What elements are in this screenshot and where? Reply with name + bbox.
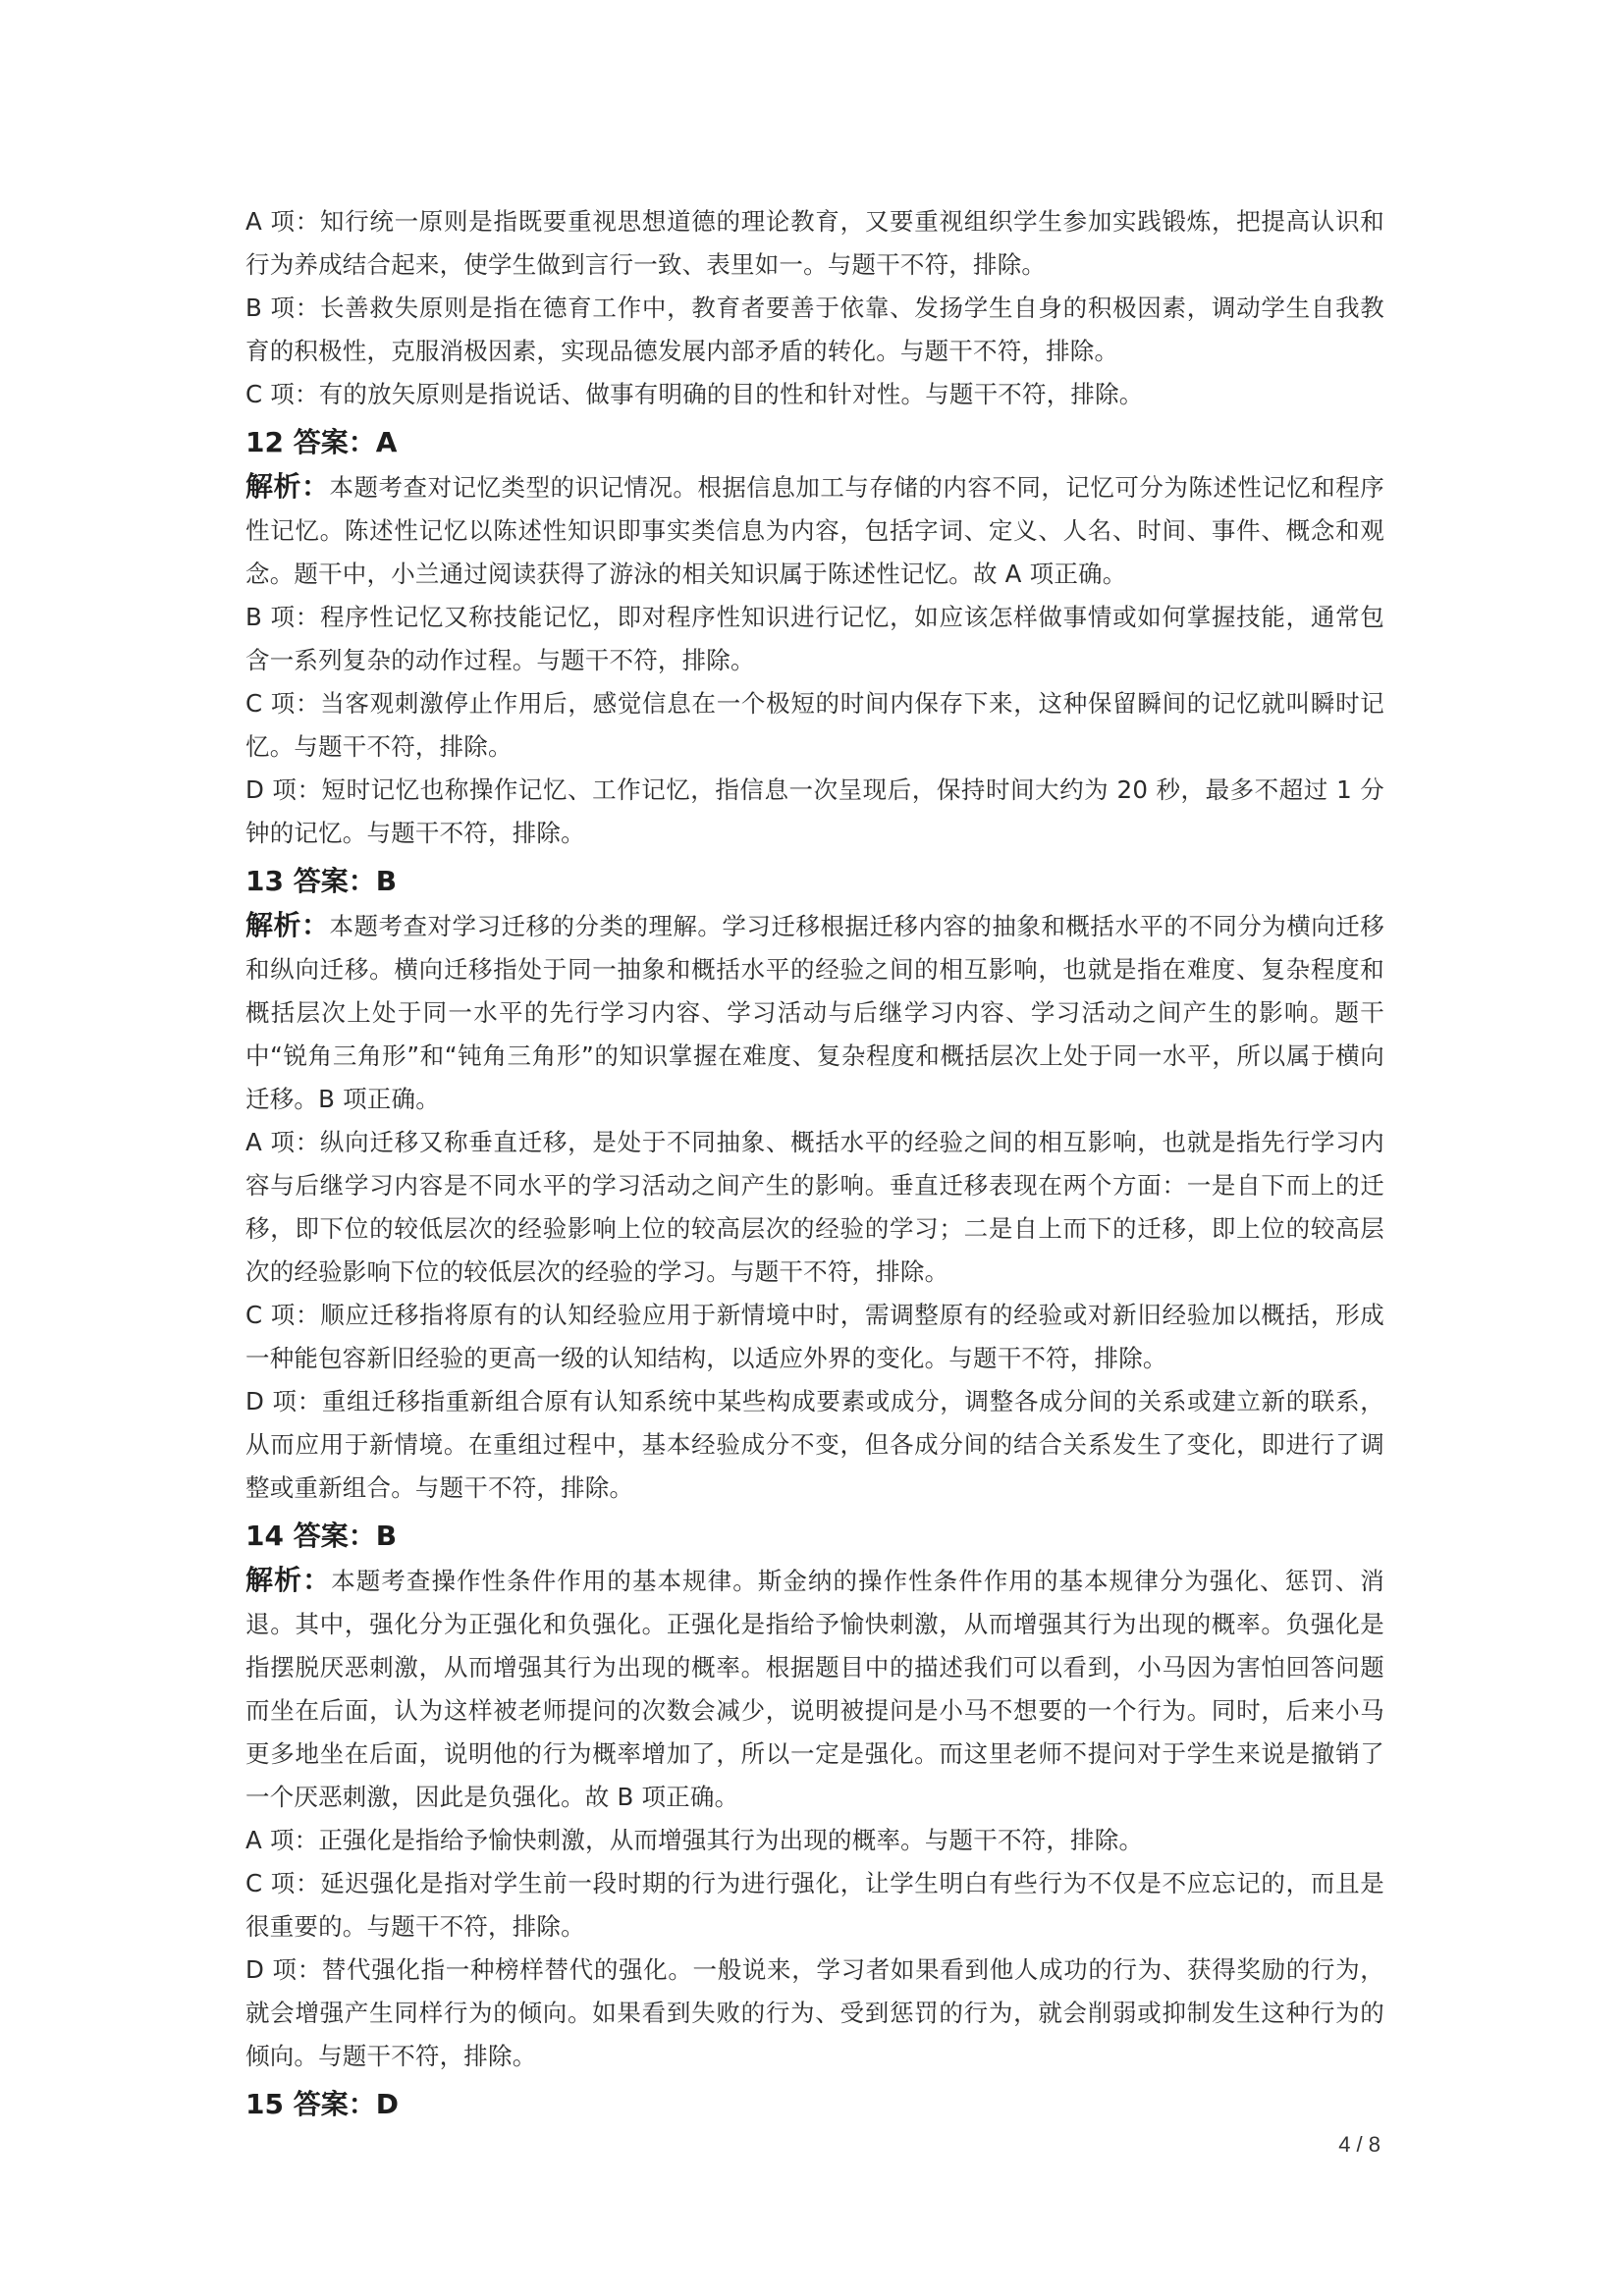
option-a-text: A 项：正强化是指给予愉快刺激，从而增强其行为出现的概率。与题干不符，排除。 bbox=[245, 1826, 1144, 1854]
answer-heading: 13 答案：B bbox=[245, 865, 398, 897]
analysis-label: 解析： bbox=[245, 470, 330, 503]
option-c-text: C 项：当客观刺激停止作用后，感觉信息在一个极短的时间内保存下来，这种保留瞬间的记忆就叫瞬时记忆。与题干不符，排除。 bbox=[245, 689, 1384, 761]
option-d-text: D 项：短时记忆也称操作记忆、工作记忆，指信息一次呈现后，保持时间大约为 20 秒，最多不超过 1 分钟的记忆。与题干不符，排除。 bbox=[245, 775, 1384, 847]
option-d-text: D 项：重组迁移指重新组合原有认知系统中某些构成要素或成分，调整各成分间的关系或建立新的联系，从而应用于新情境。在重组过程中，基本经验成分不变，但各成分间的结合关系发生了变化，即进行了调整或重新组合。与题干不符，排除。 bbox=[245, 1387, 1384, 1502]
answer-heading: 14 答案：B bbox=[245, 1520, 398, 1552]
page-number: 4 / 8 bbox=[1338, 2132, 1380, 2157]
question-14 bbox=[245, 1514, 1384, 2078]
option-c-text: C 项：顺应迁移指将原有的认知经验应用于新情境中时，需调整原有的经验或对新旧经验加以概括，形成一种能包容新旧经验的更高一级的认知结构，以适应外界的变化。与题干不符，排除。 bbox=[245, 1301, 1384, 1372]
analysis-body: 本题考查对记忆类型的识记情况。根据信息加工与存储的内容不同，记忆可分为陈述性记忆和程序性记忆。陈述性记忆以陈述性知识即事实类信息为内容，包括字词、定义、人名、时间、事件、概念和观念。题干中，小兰通过阅读获得了游泳的相关知识属于陈述性记忆。故 A 项正确。 bbox=[245, 473, 1384, 588]
question-11-options bbox=[245, 200, 1384, 416]
option-a-text: A 项：知行统一原则是指既要重视思想道德的理论教育，又要重视组织学生参加实践锻炼，把提高认识和行为养成结合起来，使学生做到言行一致、表里如一。与题干不符，排除。 bbox=[245, 207, 1384, 279]
answer-heading: 15 答案：D bbox=[245, 2088, 399, 2120]
option-b-text: B 项：长善救失原则是指在德育工作中，教育者要善于依靠、发扬学生自身的积极因素，调动学生自我教育的积极性，克服消极因素，实现品德发展内部矛盾的转化。与题干不符，排除。 bbox=[245, 294, 1384, 365]
option-a-text: A 项：纵向迁移又称垂直迁移，是处于不同抽象、概括水平的经验之间的相互影响，也就是指先行学习内容与后继学习内容是不同水平的学习活动之间产生的影响。垂直迁移表现在两个方面：一是自下而上的迁移，即下位的较低层次的经验影响上位的较高层次的经验的学习；二是自上而下的迁移，即上位的较高层次的经验影响下位的较低层次的经验的学习。与题干不符，排除。 bbox=[245, 1128, 1384, 1286]
option-c-text: C 项：有的放矢原则是指说话、做事有明确的目的性和针对性。与题干不符，排除。 bbox=[245, 380, 1144, 408]
analysis-label: 解析： bbox=[245, 909, 330, 941]
question-15 bbox=[245, 2082, 1384, 2127]
analysis-text bbox=[245, 465, 1384, 596]
question-13 bbox=[245, 859, 1384, 1510]
answer-heading: 12 答案：A bbox=[245, 426, 398, 458]
analysis-text bbox=[245, 904, 1384, 1121]
option-d-text: D 项：替代强化指一种榜样替代的强化。一般说来，学习者如果看到他人成功的行为、获得奖励的行为，就会增强产生同样行为的倾向。如果看到失败的行为、受到惩罚的行为，就会削弱或抑制发生这种行为的倾向。与题干不符，排除。 bbox=[245, 1955, 1384, 2070]
question-12 bbox=[245, 420, 1384, 855]
analysis-body: 本题考查对学习迁移的分类的理解。学习迁移根据迁移内容的抽象和概括水平的不同分为横向迁移和纵向迁移。横向迁移指处于同一抽象和概括水平的经验之间的相互影响，也就是指在难度、复杂程度和概括层次上处于同一水平的先行学习内容、学习活动与后继学习内容、学习活动之间产生的影响。题干中“锐角三角形”和“钝角三角形”的知识掌握在难度、复杂程度和概括层次上处于同一水平，所以属于横向迁移。B 项正确。 bbox=[245, 912, 1384, 1113]
option-c-text: C 项：延迟强化是指对学生前一段时期的行为进行强化，让学生明白有些行为不仅是不应忘记的，而且是很重要的。与题干不符，排除。 bbox=[245, 1869, 1384, 1941]
analysis-label: 解析： bbox=[245, 1564, 332, 1596]
option-b-text: B 项：程序性记忆又称技能记忆，即对程序性知识进行记忆，如应该怎样做事情或如何掌握技能，通常包含一系列复杂的动作过程。与题干不符，排除。 bbox=[245, 603, 1384, 674]
analysis-body: 本题考查操作性条件作用的基本规律。斯金纳的操作性条件作用的基本规律分为强化、惩罚、消退。其中，强化分为正强化和负强化。正强化是指给予愉快刺激，从而增强其行为出现的概率。负强化是指摆脱厌恶刺激，从而增强其行为出现的概率。根据题目中的描述我们可以看到，小马因为害怕回答问题而坐在后面，认为这样被老师提问的次数会减少，说明被提问是小马不想要的一个行为。同时，后来小马更多地坐在后面，说明他的行为概率增加了，所以一定是强化。而这里老师不提问对于学生来说是撤销了一个厌恶刺激，因此是负强化。故 B 项正确。 bbox=[245, 1567, 1384, 1811]
document-body bbox=[245, 196, 1384, 2127]
analysis-text bbox=[245, 1559, 1384, 1819]
